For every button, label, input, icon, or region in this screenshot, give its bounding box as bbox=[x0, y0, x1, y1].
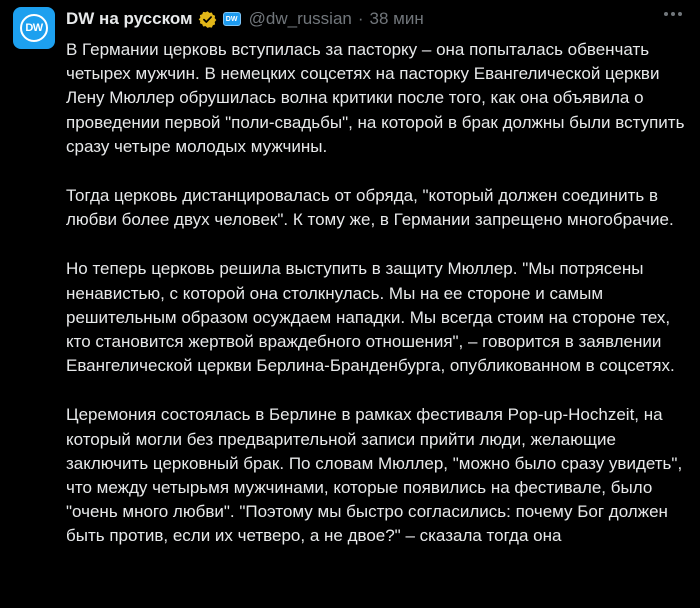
separator: · bbox=[357, 9, 364, 28]
dw-logo: DW bbox=[20, 14, 48, 42]
post-paragraph: Но теперь церковь решила выступить в защиту Мюллер. "Мы потрясены ненавистью, с которой она столкнулась. Мы на ее стороне и самым решительным образом осуждаем нападки. Мы всегда стоим на стороне тех, кто становится жертвой враждебного отношения", – говорится в заявлении Евангелической церкви Берлина-Бранденбурга, опубликованном в соцсетях. bbox=[66, 259, 675, 376]
timestamp[interactable]: 38 мин bbox=[369, 9, 424, 28]
post-paragraph: Церемония состоялась в Берлине в рамках фестиваля Pop-up-Hochzeit, на который могли без предварительной записи прийти люди, желающие заключить церковный брак. По словам Мюллер, "можно было сразу увидеть", что между четырьмя мужчинами, которые появились на фестивале, было "очень много любви". "Поэтому мы быстро согласились: почему Бог должен быть против, если их четверо, а не двое?" – сказала тогда она bbox=[66, 405, 683, 546]
handle[interactable]: @dw_russian bbox=[248, 9, 352, 28]
post-body bbox=[66, 38, 696, 549]
display-name[interactable]: DW на русском bbox=[66, 9, 193, 28]
verified-badge-icon[interactable] bbox=[198, 10, 217, 29]
more-options-icon[interactable] bbox=[664, 12, 682, 16]
post-paragraph: В Германии церковь вступилась за пасторку – она попыталась обвенчать четырех мужчин. В немецких соцсетях на пасторку Евангелической церкви Лену Мюллер обрушилась волна критики после того, как она объявила о проведении первой "поли-свадьбы", на которой в брак должны были вступить сразу четыре молодых мужчины. bbox=[66, 40, 685, 156]
affiliate-badge-icon[interactable]: DW bbox=[223, 12, 241, 26]
post-header bbox=[66, 8, 650, 30]
avatar[interactable] bbox=[13, 7, 55, 49]
post-paragraph: Тогда церковь дистанцировалась от обряда, "который должен соединить в любви более двух человек". К тому же, в Германии запрещено многобрачие. bbox=[66, 186, 674, 230]
